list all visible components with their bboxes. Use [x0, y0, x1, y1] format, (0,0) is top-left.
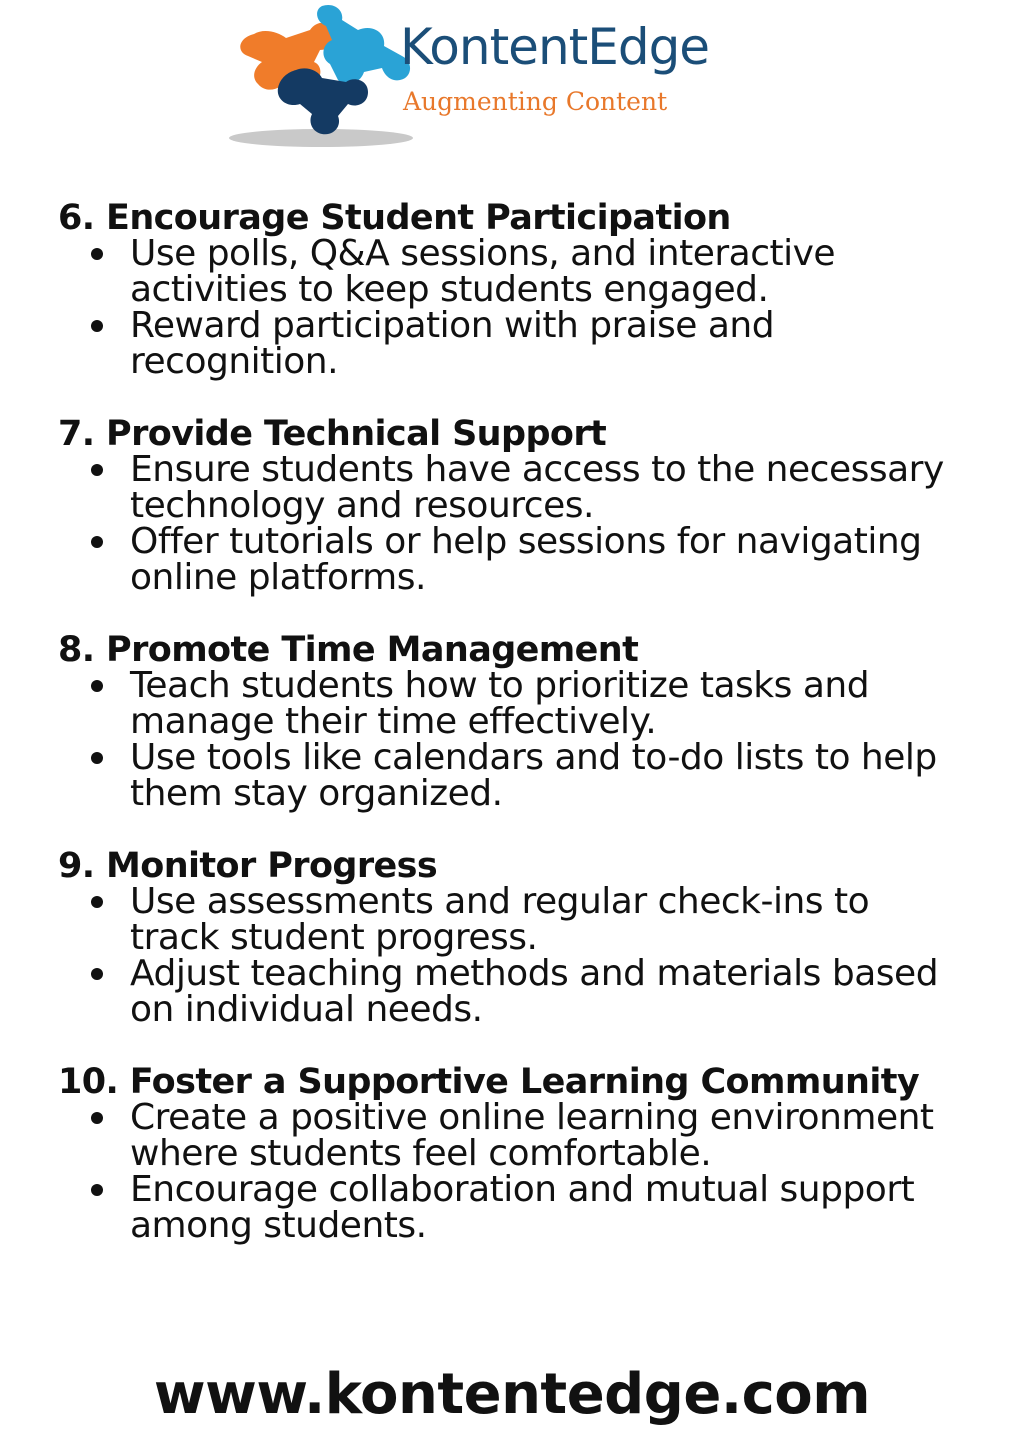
bullet-text: Offer tutorials or help sessions for navigating online platforms.	[130, 521, 922, 598]
bullet-dot-icon	[91, 1112, 103, 1124]
section-title: 6. Encourage Student Participation	[58, 198, 731, 238]
brand-logo	[226, 0, 796, 152]
bullet-text: Teach students how to prioritize tasks and manage their time effectively.	[130, 665, 870, 742]
bullet-text: Ensure students have access to the necessary technology and resources.	[130, 449, 944, 526]
tip-section	[58, 416, 968, 596]
bullet-item	[58, 737, 968, 814]
bullet-dot-icon	[91, 968, 103, 980]
brand-tagline: Augmenting Content	[403, 87, 668, 116]
bullet-list	[58, 665, 968, 814]
bullet-item	[58, 1169, 968, 1246]
bullet-list	[58, 449, 968, 598]
tips-list	[58, 200, 968, 1280]
website-url: www.kontentedge.com	[153, 1362, 871, 1427]
puzzle-logo-icon	[226, 0, 416, 152]
bullet-item	[58, 449, 968, 526]
bullet-item	[58, 953, 968, 1030]
tip-section	[58, 632, 968, 812]
bullet-dot-icon	[91, 896, 103, 908]
bullet-dot-icon	[91, 1184, 103, 1196]
bullet-dot-icon	[91, 536, 103, 548]
bullet-text: Reward participation with praise and recognition.	[130, 305, 775, 382]
tip-section	[58, 200, 968, 380]
bullet-item	[58, 305, 968, 382]
bullet-dot-icon	[91, 248, 103, 260]
tip-section	[58, 848, 968, 1028]
tip-section	[58, 1064, 968, 1244]
section-title: 10. Foster a Supportive Learning Community	[58, 1062, 920, 1102]
bullet-text: Use assessments and regular check-ins to track student progress.	[130, 881, 870, 958]
section-title: 7. Provide Technical Support	[58, 414, 607, 454]
bullet-item	[58, 233, 968, 310]
bullet-item	[58, 1097, 968, 1174]
bullet-dot-icon	[91, 464, 103, 476]
bullet-dot-icon	[91, 320, 103, 332]
bullet-list	[58, 881, 968, 1030]
bullet-list	[58, 233, 968, 382]
bullet-text: Adjust teaching methods and materials based on individual needs.	[130, 953, 939, 1030]
bullet-text: Encourage collaboration and mutual support among students.	[130, 1169, 915, 1246]
section-title: 8. Promote Time Management	[58, 630, 639, 670]
bullet-text: Use polls, Q&A sessions, and interactive activities to keep students engaged.	[130, 233, 836, 310]
bullet-item	[58, 881, 968, 958]
section-title: 9. Monitor Progress	[58, 846, 438, 886]
logo-piece-blue	[317, 5, 410, 84]
bullet-dot-icon	[91, 752, 103, 764]
bullet-list	[58, 1097, 968, 1246]
bullet-item	[58, 521, 968, 598]
bullet-item	[58, 665, 968, 742]
bullet-dot-icon	[91, 680, 103, 692]
brand-name: KontentEdge	[400, 18, 710, 76]
bullet-text: Create a positive online learning environment where students feel comfortable.	[130, 1097, 934, 1174]
bullet-text: Use tools like calendars and to-do lists to help them stay organized.	[130, 737, 937, 814]
